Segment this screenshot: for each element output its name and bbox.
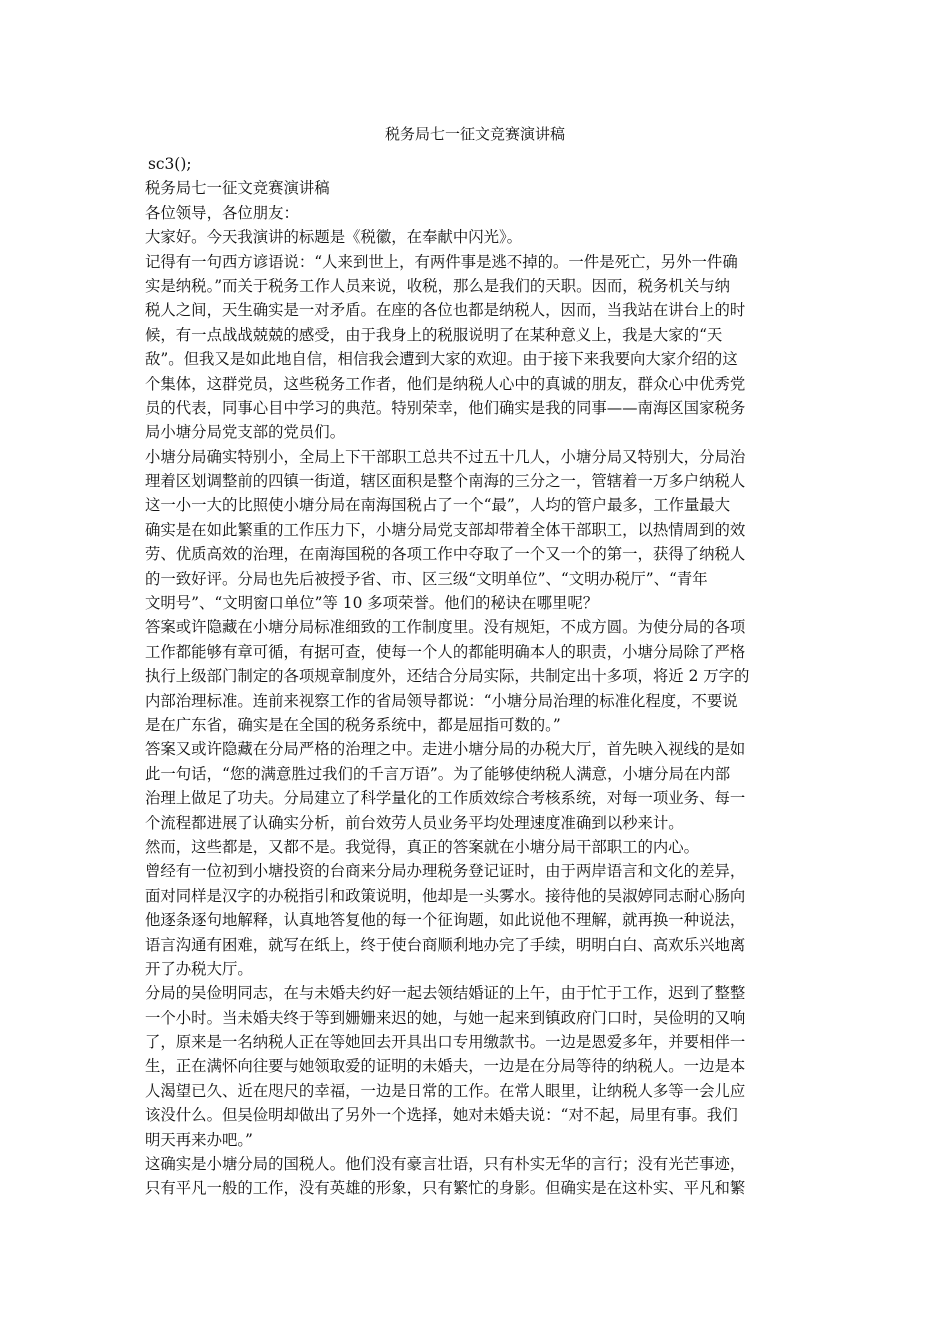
text-line: 只有平凡一般的工作，没有英雄的形象，只有繁忙的身影。但确实是在这朴实、平凡和繁: [145, 1179, 746, 1198]
text-line: 确实是在如此繁重的工作压力下，小塘分局党支部却带着全体干部职工，以热情周到的效: [145, 520, 746, 539]
text-line: 曾经有一位初到小塘投资的台商来分局办理税务登记证时，由于两岸语言和文化的差异，: [145, 862, 746, 881]
text-line: 该没什么。但吴俭明却做出了另外一个选择，她对未婚夫说：“对不起，局里有事。我们: [145, 1106, 738, 1125]
text-line: 理着区划调整前的四镇一街道，辖区面积是整个南海的三分之一，管辖着一万多户纳税人: [145, 472, 746, 491]
text-line: 内部治理标准。连前来视察工作的省局领导都说：“小塘分局治理的标准化程度，不要说: [145, 691, 738, 710]
text-line: 个集体，这群党员，这些税务工作者，他们是纳税人心中的真诚的朋友，群众心中优秀党: [145, 374, 746, 393]
text-line: 他逐条逐句地解释，认真地答复他的每一个征询题，如此说他不理解，就再换一种说法，: [145, 911, 746, 930]
text-line: 此一句话，“您的满意胜过我们的千言万语”。为了能够使纳税人满意，小塘分局在内部: [145, 764, 731, 783]
text-line: 这确实是小塘分局的国税人。他们没有豪言壮语，只有朴实无华的言行；没有光芒事迹，: [145, 1155, 746, 1174]
text-line: 税务局七一征文竞赛演讲稿: [145, 179, 330, 198]
text-line: 生，正在满怀向往要与她领取爱的证明的未婚夫，一边是在分局等待的纳税人。一边是本: [145, 1057, 746, 1076]
text-line: 语言沟通有困难，就写在纸上，终于使台商顺利地办完了手续，明明白白、高欢乐兴地离: [145, 935, 746, 954]
text-line: 大家好。今天我演讲的标题是《税徽，在奉献中闪光》。: [145, 228, 523, 247]
text-line: 答案或许隐藏在小塘分局标准细致的工作制度里。没有规矩，不成方圆。为使分局的各项: [145, 618, 746, 637]
document-title: 税务局七一征文竞赛演讲稿: [384, 125, 565, 143]
text-line: 了，原来是一名纳税人正在等她回去开具出口专用缴款书。一边是恩爱多年，并要相伴一: [145, 1033, 746, 1052]
text-line: 开了办税大厅。: [145, 959, 253, 978]
text-line: 文明号”、“文明窗口单位”等 10 多项荣誉。他们的秘诀在哪里呢？: [145, 594, 599, 613]
text-line: 员的代表，同事心目中学习的典范。特别荣幸，他们确实是我的同事——南海区国家税务: [145, 398, 746, 417]
text-line: 执行上级部门制定的各项规章制度外，还结合分局实际，共制定出十多项，将近 2 万字的: [145, 667, 750, 686]
text-line: 是在广东省，确实是在全国的税务系统中，都是屈指可数的。”: [145, 715, 561, 734]
text-line: 候，有一点战战兢兢的感受，由于我身上的税服说明了在某种意义上，我是大家的“天: [145, 325, 723, 344]
text-line: 分局的吴俭明同志，在与未婚夫约好一起去领结婚证的上午，由于忙于工作，迟到了整整: [145, 984, 746, 1003]
text-line: 面对同样是汉字的办税指引和政策说明，他却是一头雾水。接待他的吴淑婷同志耐心肠向: [145, 886, 746, 905]
text-line: 这一小一大的比照使小塘分局在南海国税占了一个“最”，人均的管户最多，工作量最大: [145, 496, 731, 515]
document-body: [145, 152, 815, 1201]
text-line: 各位领导，各位朋友：: [145, 203, 299, 222]
text-line: 工作都能够有章可循，有据可查，使每一个人的都能明确本人的职责，小塘分局除了严格: [145, 642, 746, 661]
text-line: 治理上做足了功夫。分局建立了科学量化的工作质效综合考核系统，对每一项业务、每一: [145, 789, 746, 808]
text-line: 个流程都进展了认确实分析，前台效劳人员业务平均处理速度准确到以秒来计。: [145, 813, 684, 832]
text-line: 答案又或许隐藏在分局严格的治理之中。走进小塘分局的办税大厅，首先映入视线的是如: [145, 740, 746, 759]
text-line: 人渴望已久、近在咫尺的幸福，一边是日常的工作。在常人眼里，让纳税人多等一会儿应: [145, 1081, 746, 1100]
text-line: 局小塘分局党支部的党员们。: [145, 423, 346, 442]
text-line: sc3();: [148, 155, 192, 173]
text-line: 的一致好评。分局也先后被授予省、市、区三级“文明单位”、“文明办税厅”、“青年: [145, 569, 708, 588]
text-line: 敌”。但我又是如此地自信，相信我会遭到大家的欢迎。由于接下来我要向大家介绍的这: [145, 350, 738, 369]
text-line: 一个小时。当未婚夫终于等到姗姗来迟的她，与她一起来到镇政府门口时，吴俭明的又响: [145, 1008, 746, 1027]
text-line: 实是纳税。”而关于税务工作人员来说，收税，那么是我们的天职。因而，税务机关与纳: [145, 276, 731, 295]
text-line: 明天再来办吧。”: [145, 1130, 253, 1149]
text-line: 税人之间，天生确实是一对矛盾。在座的各位也都是纳税人，因而，当我站在讲台上的时: [145, 301, 746, 320]
text-line: 然而，这些都是，又都不是。我觉得，真正的答案就在小塘分局干部职工的内心。: [145, 837, 700, 856]
text-line: 记得有一句西方谚语说：“人来到世上，有两件事是逃不掉的。一件是死亡，另外一件确: [145, 252, 738, 271]
text-line: 小塘分局确实特别小，全局上下干部职工总共不过五十几人，小塘分局又特别大，分局治: [145, 447, 746, 466]
text-line: 劳、优质高效的治理，在南海国税的各项工作中夺取了一个又一个的第一，获得了纳税人: [145, 545, 746, 564]
